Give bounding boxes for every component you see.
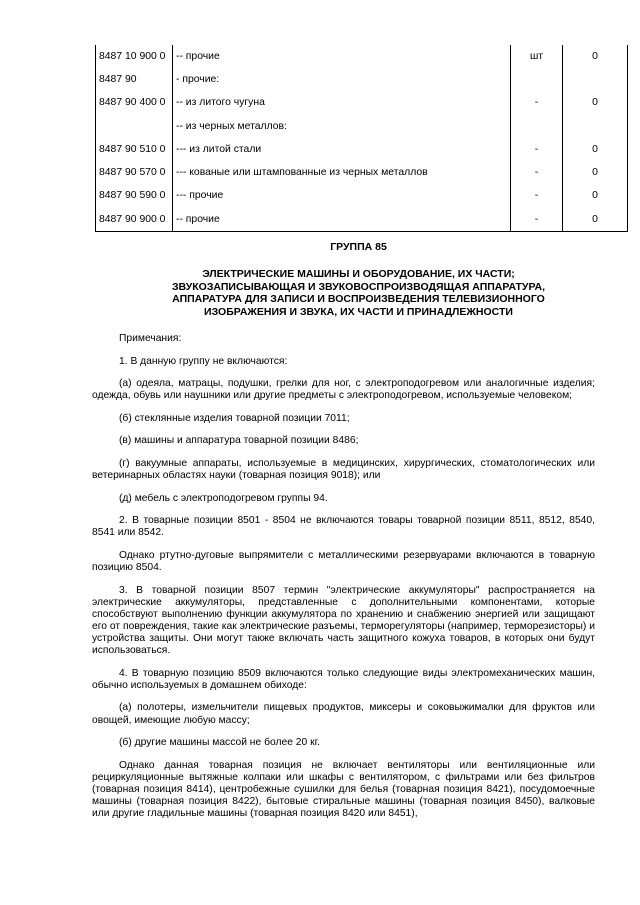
duty-rate: 0 [563,185,628,208]
group-title-line: ИЗОБРАЖЕНИЯ И ЗВУКА, ИХ ЧАСТИ И ПРИНАДЛЕЖНОСТИ [204,305,513,318]
table-row [96,115,628,138]
note-paragraph: (г) вакуумные аппараты, используемые в медицинских, хирургических, стоматологических или ветеринарных областях науки (товарная позиция 9018); или [92,458,595,482]
commodity-code: 8487 90 [96,68,173,91]
commodity-code: 8487 90 510 0 [96,138,173,161]
commodity-code: 8487 90 570 0 [96,161,173,184]
table-row [96,161,628,184]
description: -- из литого чугуна [173,92,511,115]
unit: - [511,92,563,115]
group-title-line: ЭЛЕКТРИЧЕСКИЕ МАШИНЫ И ОБОРУДОВАНИЕ, ИХ ЧАСТИ; [202,268,515,280]
note-paragraph: (б) стеклянные изделия товарной позиции 7011; [119,412,350,424]
description: -- прочие [173,208,511,232]
duty-rate: 0 [563,161,628,184]
note-paragraph: 1. В данную группу не включаются: [119,355,288,367]
duty-rate: 0 [563,208,628,232]
group-title-line: ЗВУКОЗАПИСЫВАЮЩАЯ И ЗВУКОВОСПРОИЗВОДЯЩАЯ АППАРАТУРА, [171,280,546,293]
commodity-code: 8487 90 590 0 [96,185,173,208]
note-paragraph: (б) другие машины массой не более 20 кг. [119,737,320,749]
note-paragraph: (а) одеяла, матрацы, подушки, грелки для ног, с электроподогревом или аналогичные изделия; одежда, обувь или наушники или другие предметы с электроподогревом, используемые человеком; [92,378,595,402]
notes-section [92,333,595,831]
group-title [95,268,622,318]
note-paragraph: 2. В товарные позиции 8501 - 8504 не включаются товары товарной позиции 8511, 8512, 8540, 8541 или 8542. [92,515,595,539]
note-paragraph: Однако ртутно-дуговые выпрямители с металлическими резервуарами включаются в товарную позицию 8504. [92,550,595,574]
description: -- из черных металлов: [173,115,511,138]
unit: - [511,185,563,208]
table-row [96,45,628,68]
note-paragraph: 3. В товарной позиции 8507 термин "электрические аккумуляторы" распространяется на электрические аккумуляторы, представленные с дополнительными компонентами, которые способствуют выполнению функции аккумулятора по хранению и снабжению энергией или защищают его от повреждения, такие как электрические разъемы, терморегуляторы (например, терморезисторы) и устройства защиты. Они могут также включать часть защитного кожуха товаров, в которых они будут использоваться. [92,584,595,657]
description: - прочие: [173,68,511,91]
duty-rate [563,68,628,91]
note-paragraph: (д) мебель с электроподогревом группы 94. [119,492,328,504]
description: --- кованые или штампованные из черных металлов [173,161,511,184]
unit: - [511,161,563,184]
duty-rate: 0 [563,45,628,68]
duty-rate: 0 [563,92,628,115]
description: --- из литой стали [173,138,511,161]
group-title-line: АППАРАТУРА ДЛЯ ЗАПИСИ И ВОСПРОИЗВЕДЕНИЯ ТЕЛЕВИЗИОННОГО [172,293,545,306]
unit: - [511,208,563,232]
note-paragraph: 4. В товарную позицию 8509 включаются только следующие виды электромеханических машин, обычно используемых в домашнем обиходе: [92,667,595,691]
table-row [96,185,628,208]
commodity-code [96,115,173,138]
duty-rate: 0 [563,138,628,161]
tariff-table [95,45,628,232]
unit [511,68,563,91]
table-row [96,138,628,161]
unit [511,115,563,138]
unit: - [511,138,563,161]
commodity-code: 8487 90 900 0 [96,208,173,232]
table-row [96,92,628,115]
notes-heading: Примечания: [119,333,182,344]
note-paragraph: Однако данная товарная позиция не включает вентиляторы или вентиляционные или рециркуляционные вытяжные колпаки или шкафы с вентилятором, с фильтрами или без фильтров (товарная позиция 8414), центробежные сушилки для белья (товарная позиция 8421), посудомоечные машины (товарная позиция 8422), бытовые стиральные машины (товарная позиция 8450), валковые или другие гладильные машины (товарная позиция 8420 или 8451), [92,759,595,820]
group-heading: ГРУППА 85 [330,241,387,253]
table-row [96,208,628,232]
duty-rate [563,115,628,138]
commodity-code: 8487 90 400 0 [96,92,173,115]
note-paragraph: (в) машины и аппаратура товарной позиции 8486; [119,435,359,447]
description: -- прочие [173,45,511,68]
description: --- прочие [173,185,511,208]
unit: шт [511,45,563,68]
note-paragraph: (а) полотеры, измельчители пищевых продуктов, миксеры и соковыжималки для фруктов или овощей, имеющие любую массу; [92,702,595,726]
commodity-code: 8487 10 900 0 [96,45,173,68]
table-row [96,68,628,91]
